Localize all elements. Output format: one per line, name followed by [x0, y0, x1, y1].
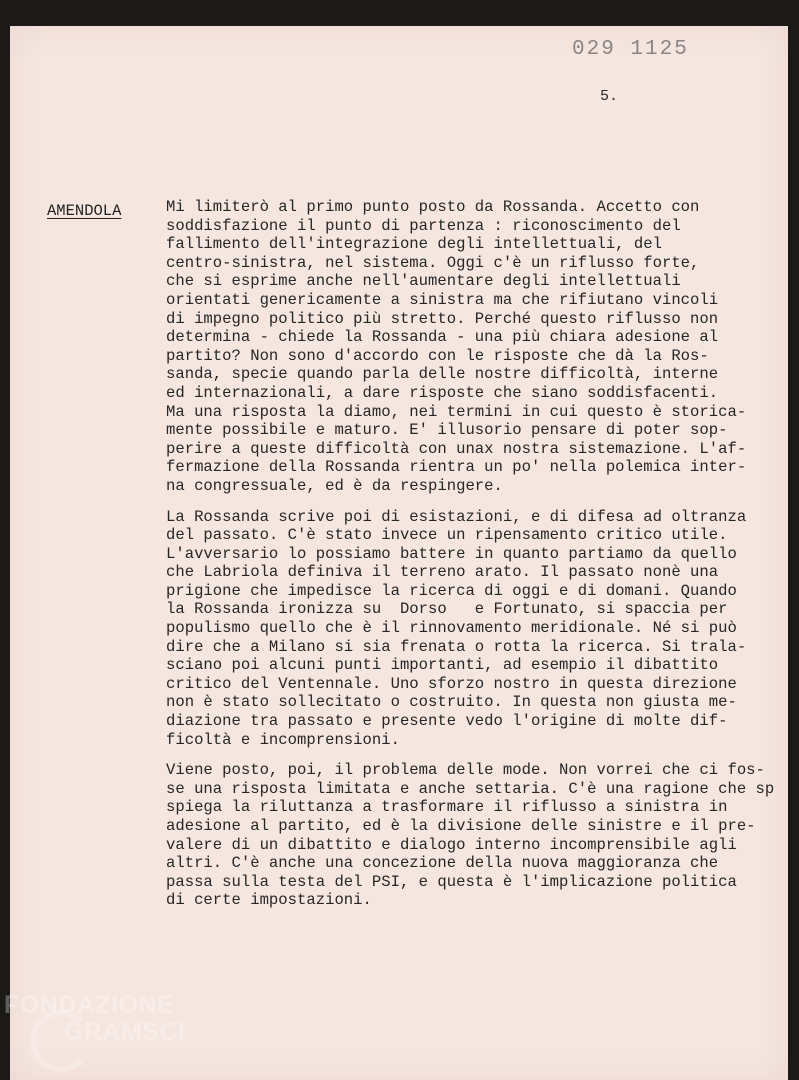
paragraph [166, 761, 778, 910]
text-line: valere di un dibattito e dialogo interno incomprensibile agli [166, 835, 737, 854]
text-line: che si esprime anche nell'aumentare degli intellettuali [166, 272, 681, 291]
document-page [10, 26, 788, 1080]
text-line: determina - chiede la Rossanda - una più chiara adesione al [166, 328, 719, 347]
paragraph [166, 198, 778, 496]
text-line: L'avversario lo possiamo battere in quanto partiamo da quello [166, 544, 737, 563]
text-line: Viene posto, poi, il problema delle mode. Non vorrei che ci fos- [166, 761, 765, 780]
text-line: di impegno politico più stretto. Perché questo riflusso non [166, 309, 719, 328]
text-line: perire a queste difficoltà con unax nostra sistemazione. L'af- [166, 439, 747, 458]
text-line: se una risposta limitata e anche settaria. C'è una ragione che sp [166, 779, 775, 798]
archive-number: 029 1125 [572, 38, 689, 61]
text-line: la Rossanda ironizza su Dorso e Fortunato, si spaccia per [166, 600, 728, 619]
text-line: Mi limiterò al primo punto posto da Rossanda. Accetto con [166, 198, 700, 216]
text-line: non è stato sollecitato o costruito. In questa non giusta me- [166, 693, 737, 712]
text-line: mente possibile e maturo. E' illusorio pensare di poter sop- [166, 421, 728, 440]
text-line: passa sulla testa del PSI, e questa è l'implicazione politica [166, 872, 737, 891]
page-number: 5. [600, 88, 619, 105]
text-line: centro-sinistra, nel sistema. Oggi c'è un riflusso forte, [166, 253, 700, 272]
text-line: soddisfazione il punto di partenza : riconoscimento del [166, 216, 681, 235]
text-line: ed internazionali, a dare risposte che siano soddisfacenti. [166, 383, 719, 402]
text-line: diazione tra passato e presente vedo l'origine di molte dif- [166, 712, 728, 731]
text-line: Ma una risposta la diamo, nei termini in cui questo è storica- [166, 402, 747, 421]
text-line: fallimento dell'integrazione degli intellettuali, del [166, 235, 662, 254]
text-line: adesione al partito, ed è la divisione delle sinistre e il pre- [166, 817, 756, 835]
watermark [4, 992, 186, 1046]
text-line: critico del Ventennale. Uno sforzo nostro in questa direzione [166, 674, 737, 693]
text-line: La Rossanda scrive poi di esistazioni, e di difesa ad oltranza [166, 507, 747, 526]
text-line: altri. C'è anche una concezione della nuova maggioranza che [166, 854, 719, 873]
text-line: sciano poi alcuni punti importanti, ad esempio il dibattito [166, 656, 719, 675]
text-line: orientati genericamente a sinistra ma che rifiutano vincoli [166, 290, 719, 309]
watermark-line-2: GRAMSCI [64, 1018, 186, 1046]
text-line: sanda, specie quando parla delle nostre difficoltà, interne [166, 365, 719, 384]
text-line: ficoltà e incomprensioni. [166, 730, 400, 749]
text-line: di certe impostazioni. [166, 891, 372, 910]
text-line: partito? Non sono d'accordo con le risposte che dà la Ros- [166, 346, 709, 365]
text-line: spiega la riluttanza a trasformare il riflusso a sinistra in [166, 798, 728, 817]
text-line: che Labriola definiva il terreno arato. Il passato nonè una [166, 563, 719, 582]
text-line: prigione che impedisce la ricerca di oggi e di domani. Quando [166, 581, 737, 600]
text-line: fermazione della Rossanda rientra un po' nella polemica inter- [166, 458, 747, 477]
text-line: dire che a Milano si sia frenata o rotta la ricerca. Si trala- [166, 637, 747, 656]
paragraph [166, 508, 778, 750]
text-line: populismo quello che è il rinnovamento meridionale. Né si può [166, 619, 737, 638]
text-line: na congressuale, ed è da respingere. [166, 476, 503, 495]
watermark-line-1: FONDAZIONE [4, 991, 175, 1019]
speaker-name: AMENDOLA [47, 202, 122, 220]
document-body [166, 198, 778, 922]
text-line: del passato. C'è stato invece un ripensamento critico utile. [166, 526, 728, 545]
